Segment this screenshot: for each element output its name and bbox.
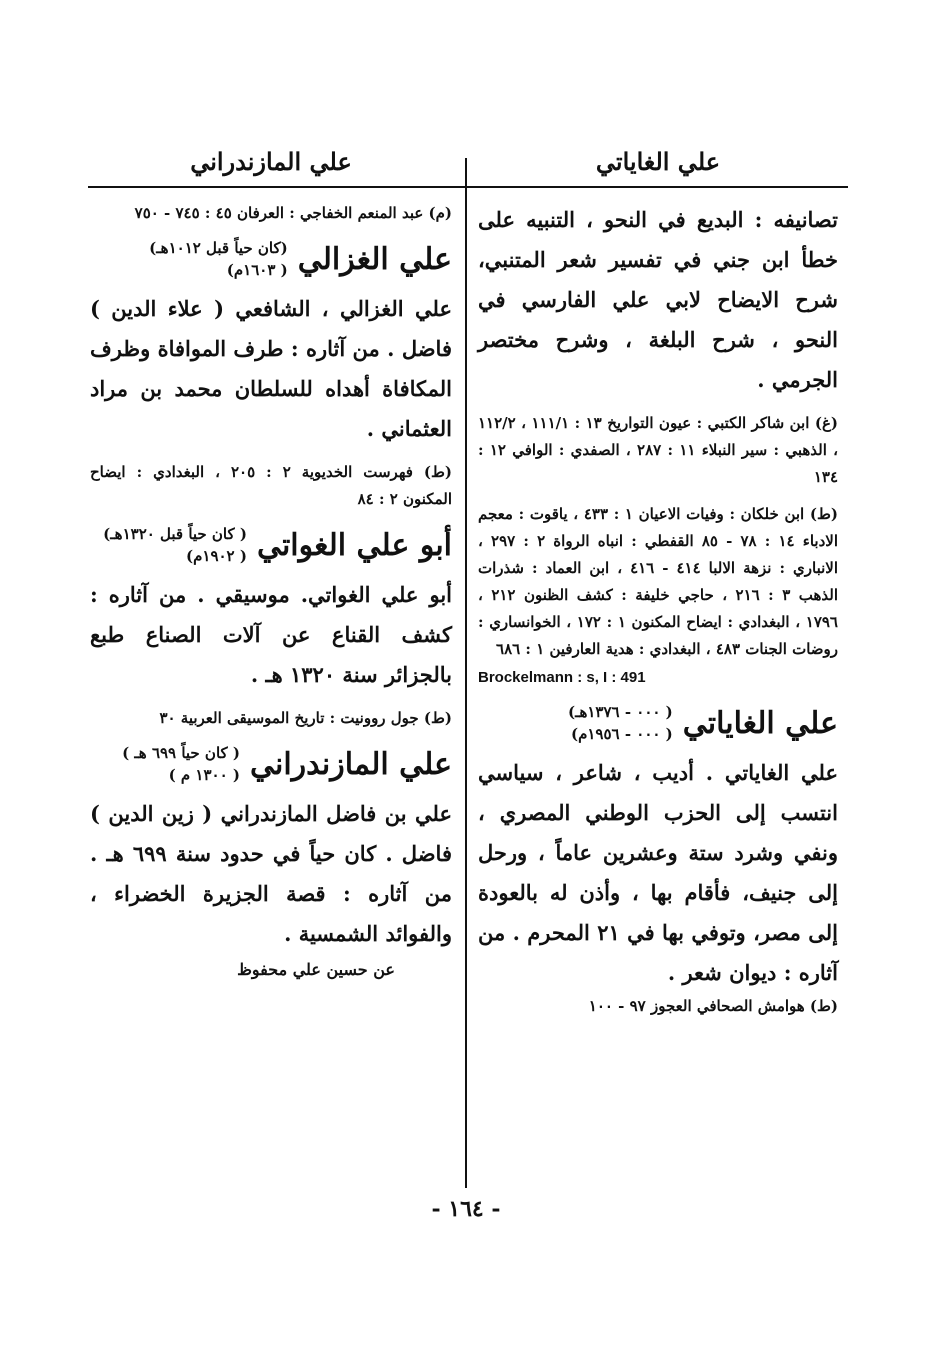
entry-dates (149, 237, 288, 281)
page-number: - ١٦٤ - (431, 1196, 501, 1222)
column-divider (465, 158, 467, 1188)
entry-source: (ط) جول روونيت : تاريخ الموسيقى العربية ٣٠ (159, 709, 452, 727)
latin-reference: Brockelmann : s, I : 491 (478, 669, 646, 686)
header-rule (88, 186, 848, 188)
entry-dates (122, 742, 240, 786)
date-hijri: ( كان حياً ٦٩٩ هـ ) (122, 744, 240, 762)
entry-body: علي الغزالي ، الشافعي ( علاء الدين ) فاضل . من آثاره : طرف الموافاة وظرف المكافاة أهداه للسلطان محمد بن مراد العثماني . (90, 296, 452, 441)
entry-heading (90, 742, 452, 786)
continuation-text: تصانيفه : البديع في النحو ، التنبيه على خطأ ابن جني في تفسير شعر المتنبي، شرح الايضاح لابي علي الفارسي في النحو ، شرح البلغة ، وشرح مختصر الجرمي . (478, 207, 838, 392)
sources-t: (ط) ابن خلكان : وفيات الاعيان ١ : ٤٣٣ ، ياقوت : معجم الادباء ١٤ : ٧٨ - ٨٥ القفطي : انباه الرواة ٢ : ٢٩٧ ، الانباري : نزهة الالبا ٤١٤ - ٤١٦ ، ابن العماد : شذرات الذهب ٣ : ٢١٦ ، حاجي خليفة : كشف الظنون ٢١٢ ، ١٧٩٦ ، البغدادي : ايضاح المكنون ١ : ١٧٢ ، الخوانساري : روضات الجنات ٤٨٣ ، البغدادي : هدية العارفين ١ : ٦٨٦ (478, 505, 839, 658)
right-column (478, 142, 839, 1015)
date-hijri: ( ٠٠٠ - ١٣٧٦هـ) (567, 703, 673, 721)
date-gregorian: ( ١٩٠٢م) (186, 547, 247, 565)
date-gregorian: ( ٠٠٠ - ١٩٥٦م) (570, 725, 673, 743)
entry-dates (103, 523, 247, 567)
entry-source: (ط) فهرست الخديوية ٢ : ٢٠٥ ، البغدادي : ايضاح المكنون ٢ : ٨٤ (90, 463, 452, 508)
date-hijri: ( كان حياً قبل ١٣٢٠هـ) (103, 525, 247, 543)
entry-name: علي الغاياتي (682, 705, 838, 741)
entry-body: علي الغاياتي . أديب ، شاعر ، سياسي انتسب إلى الحزب الوطني المصري ، ونفي وشرد ستة وعشرين عاماً ، ورحل إلى جنيف، فأقام بها ، وأذن له بالعودة إلى مصر، وتوفي بها في ٢١ المحرم . من آثاره : ديوان شعر . (478, 760, 838, 985)
author-signature: عن حسين علي محفوظ (237, 960, 395, 979)
entry-source: (ط) هوامش الصحافي العجوز ٩٧ - ١٠٠ (588, 997, 838, 1015)
sources-gh: (غ) ابن شاكر الكتبي : عيون التواريخ ١٣ : ١١١/١ ، ١١٢/٢ ، الذهبي : سير النبلاء ١١ : ٢٨٧ ، الصفدي : الوافي ١٢ : ١٣٤ (478, 414, 838, 486)
left-column (90, 142, 452, 979)
running-head-left: علي المازندراني (190, 147, 352, 176)
entry-body: أبو علي الغواتي. موسيقي . من آثاره : كشف القناع عن آلات الصناع طبع بالجزائر سنة ١٣٢٠ هـ . (90, 582, 452, 687)
entry-dates (568, 701, 673, 745)
running-head-right: علي الغاياتي (595, 147, 721, 176)
entry-name: أبو علي الغواتي (256, 527, 452, 563)
date-gregorian: ( ١٣٠٠ م ) (168, 766, 240, 784)
entry-body: علي بن فاضل المازندراني ( زين الدين ) فاضل . كان حياً في حدود سنة ٦٩٩ هـ . من آثاره : قصة الجزيرة الخضراء ، والفوائد الشمسية . (90, 801, 452, 946)
continuation-source: (م) عبد المنعم الخفاجي : العرفان ٤٥ : ٧٤٥ - ٧٥٠ (134, 204, 452, 222)
entry-name: علي الغزالي (297, 241, 452, 277)
entry-heading (90, 237, 452, 281)
entry-heading (90, 523, 452, 567)
date-gregorian: ( ١٦٠٣م) (226, 261, 288, 279)
date-hijri: (كان حياً قبل ١٠١٢هـ) (149, 239, 288, 257)
entry-heading (478, 701, 838, 745)
left-column-content (90, 200, 452, 979)
entry-name: علي المازندراني (249, 746, 452, 782)
right-column-content (478, 200, 838, 1020)
